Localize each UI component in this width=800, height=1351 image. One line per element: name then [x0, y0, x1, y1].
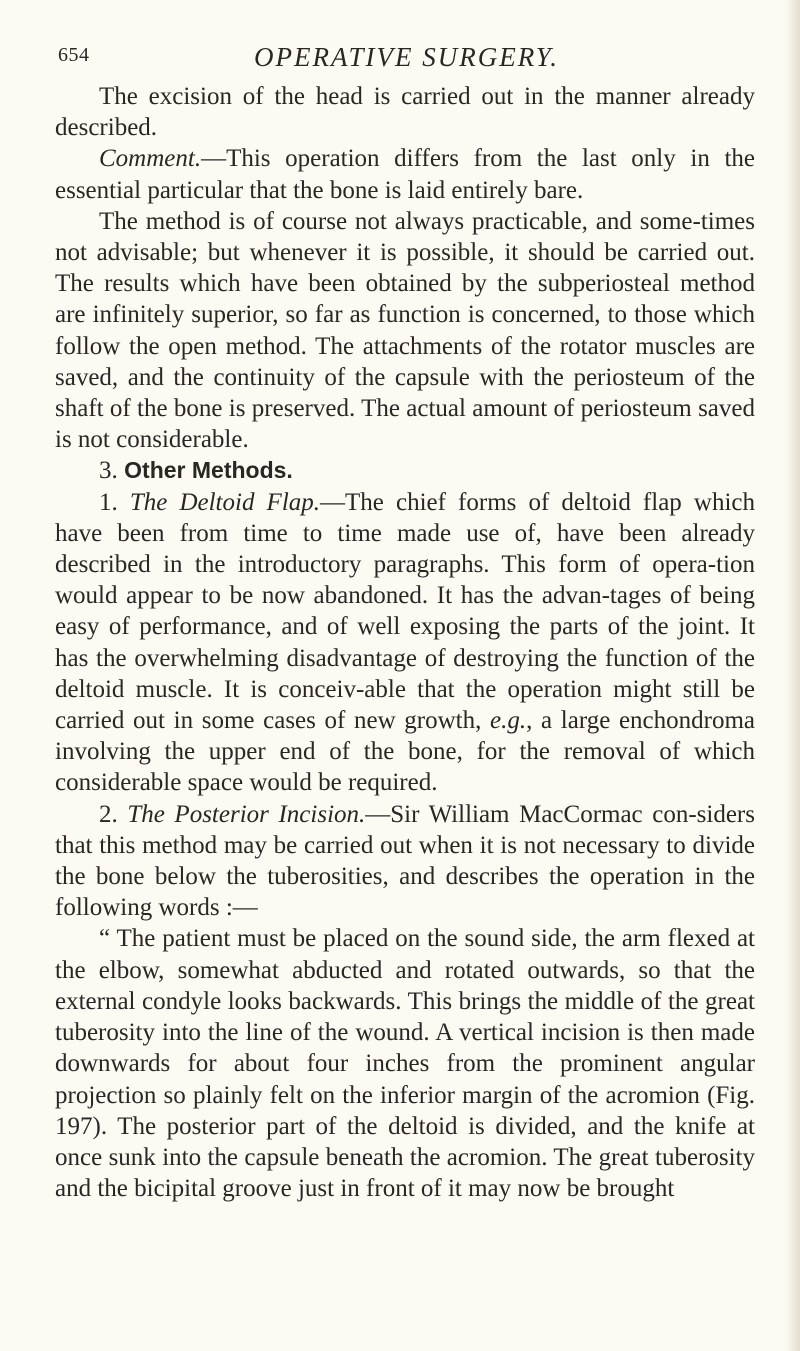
item-number: 1. — [99, 488, 118, 516]
paragraph-method: The method is of course not always practicable, and some-times not advisable; but whenever it is possible, it should be carried out. The results which have been obtained by the subperiosteal method are infinitely superior, so far as function is concerned, to those which follow the open method. The attachments of the rotator muscles are saved, and the continuity of the capsule with the periosteum of the shaft of the bone is preserved. The actual amount of periosteum saved is not considerable. — [55, 207, 755, 454]
deltoid-flap-text-a: —The chief forms of deltoid flap which have been from time to time made use of, have been already described in the introductory paragraphs. This form of opera-tion would appear to be now abandoned. It has the advan-tages of being easy of performance, and of well exposing the parts of the joint. It has the overwhelming disadvantage of destroying the function of the deltoid muscle. It is conceiv-able that the operation might still be carried out in some cases of new growth, — [55, 488, 755, 735]
page-header — [58, 42, 758, 82]
posterior-incision-label: The Posterior Incision. — [127, 800, 366, 828]
running-title: OPERATIVE SURGERY. — [254, 42, 559, 72]
item-number: 2. — [99, 800, 118, 828]
deltoid-flap-text-b: , a large enchondroma involving the upper end of the bone, for the removal of which considerable space would be required. — [55, 707, 755, 797]
text-body — [55, 81, 755, 1204]
paragraph-quotation: “ The patient must be placed on the sound side, the arm flexed at the elbow, somewhat abducted and rotated outwards, so that the external condyle looks backwards. This brings the middle of the great tuberosity into the line of the wound. A vertical incision is then made downwards for about four inches from the prominent angular projection so plainly felt on the inferior margin of the acromion (Fig. 197). The posterior part of the deltoid is divided, and the knife at once sunk into the capsule beneath the acromion. The great tuberosity and the bicipital groove just in front of it may now be brought — [55, 925, 755, 1203]
paragraph-comment — [55, 143, 755, 205]
page-number: 654 — [58, 44, 90, 66]
eg-abbrev: e.g. — [490, 707, 527, 735]
section-title: Other Methods. — [124, 457, 293, 484]
section-number: 3. — [99, 457, 118, 485]
paragraph-deltoid-flap — [55, 487, 755, 799]
section-heading — [55, 455, 755, 486]
paragraph-excision: The excision of the head is carried out in the manner already described. — [55, 83, 755, 142]
comment-text: —This operation differs from the last only in the essential particular that the bone is laid entirely bare. — [55, 145, 755, 204]
deltoid-flap-label: The Deltoid Flap. — [129, 488, 321, 516]
paragraph-posterior-incision — [55, 799, 755, 924]
comment-label: Comment. — [99, 145, 202, 173]
posterior-incision-text: —Sir William MacCormac con-siders that this method may be carried out when it is not necessary to divide the bone below the tuberosities, and describes the operation in the following words :— — [55, 800, 755, 922]
page-edge-shadow — [786, 0, 800, 1351]
